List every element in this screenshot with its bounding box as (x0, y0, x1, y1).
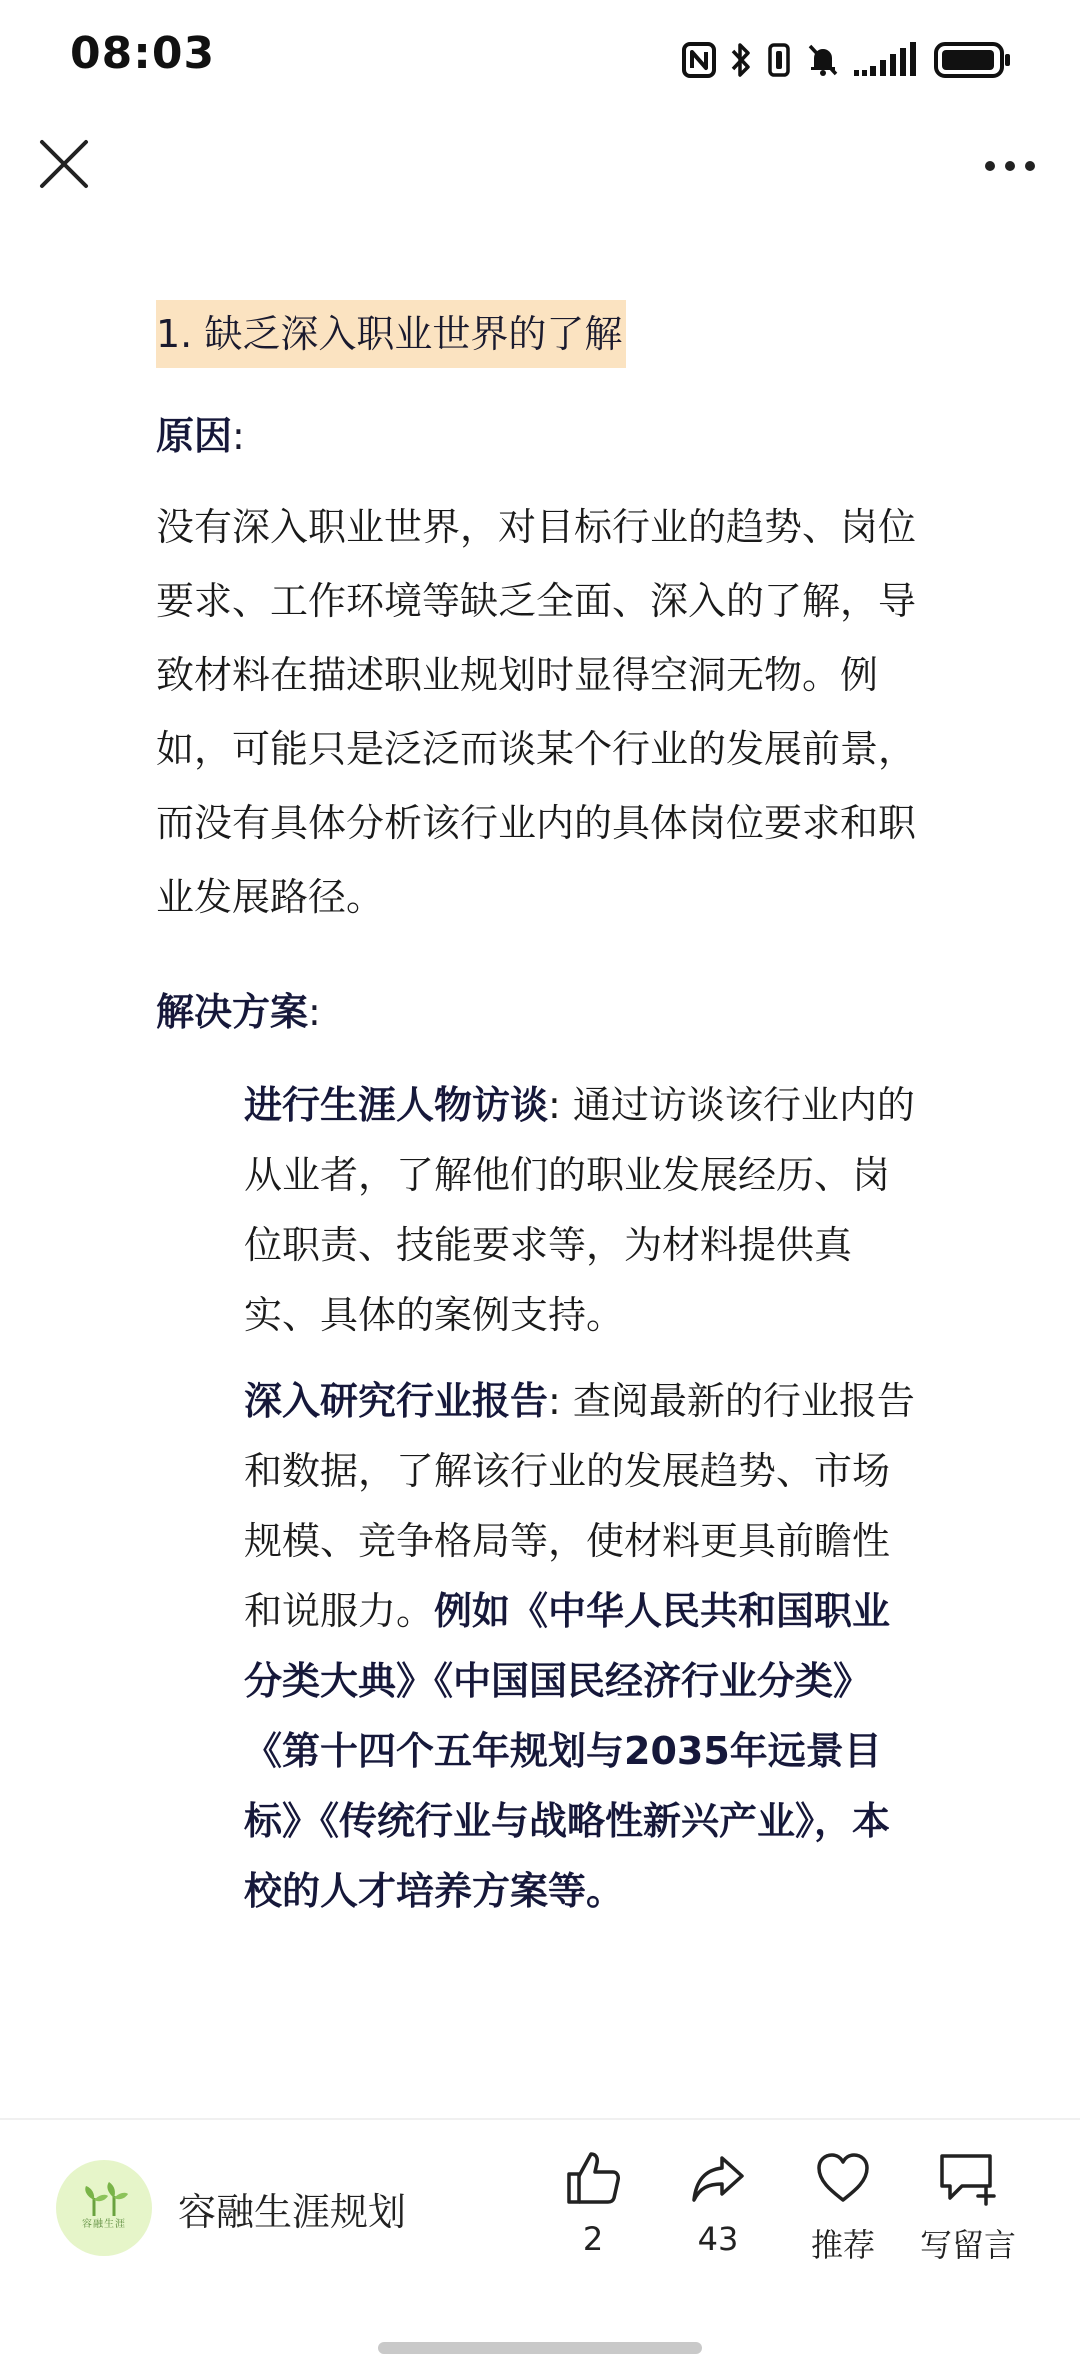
avatar-text: 容融生涯 (82, 2219, 126, 2230)
close-icon (36, 136, 92, 192)
share-button[interactable] (653, 2148, 783, 2258)
reason-colon: : (232, 414, 245, 458)
solution-label: 解决方案 (156, 990, 309, 1034)
reason-paragraph: 没有深入职业世界，对目标行业的趋势、岗位要求、工作环境等缺乏全面、深入的了解，导致材料在描述职业规划时显得空洞无物。例如，可能只是泛泛而谈某个行业的发展前景，而没有具体分析该行业内的具体岗位要求和职业发展路径。 (156, 505, 917, 919)
home-indicator[interactable] (378, 2342, 702, 2354)
bottom-divider (0, 2118, 1080, 2120)
share-count: 43 (697, 2220, 739, 2258)
solution-examples: 例如《中华人民共和国职业分类大典》《中国国民经济行业分类》《第十四个五年规划与2035年远景目标》《传统行业与战略性新兴产业》，本校的人才培养方案等。 (244, 1589, 891, 1913)
solution-text: 查阅最新的行业报告和数据，了解该行业的发展趋势、市场规模、竞争格局等，使材料更具前瞻性和说服力。 (244, 1379, 915, 1633)
solution-title: 进行生涯人物访谈 (244, 1083, 549, 1127)
article-content (156, 300, 946, 1942)
status-bar (0, 0, 1080, 120)
avatar[interactable] (56, 2160, 152, 2256)
nfc-icon (682, 42, 716, 78)
author-profile[interactable] (56, 2160, 406, 2256)
author-name[interactable]: 容融生涯规划 (178, 2189, 407, 2234)
signal-icon (854, 42, 920, 78)
share-icon (688, 2148, 748, 2208)
solution-item (244, 1070, 924, 1350)
solution-title: 深入研究行业报告 (244, 1379, 549, 1423)
solution-item (244, 1366, 924, 1926)
reason-label-line (156, 408, 946, 464)
solution-colon: : (308, 990, 321, 1034)
comment-icon (936, 2148, 1000, 2208)
like-count: 2 (582, 2220, 604, 2258)
battery-icon (934, 41, 1012, 79)
more-button[interactable] (980, 146, 1040, 186)
like-button[interactable] (528, 2148, 658, 2258)
solution-text: 通过访谈该行业内的从业者，了解他们的职业发展经历、岗位职责、技能要求等，为材料提供真实、具体的案例支持。 (244, 1083, 915, 1337)
bluetooth-icon (730, 41, 752, 79)
solution-list (244, 1070, 924, 1926)
recommend-button[interactable] (778, 2148, 908, 2266)
vibrate-icon (766, 42, 792, 78)
reason-label: 原因 (156, 414, 233, 458)
comment-button[interactable] (903, 2148, 1033, 2266)
solution-label-line (156, 984, 946, 1040)
heart-icon (813, 2148, 873, 2208)
thumbs-up-icon (563, 2148, 623, 2208)
status-time: 08:03 (70, 28, 216, 79)
section-heading: 1. 缺乏深入职业世界的了解 (156, 300, 626, 368)
mute-icon (806, 42, 840, 78)
recommend-label: 推荐 (810, 2226, 875, 2264)
close-button[interactable] (36, 136, 92, 192)
solution-separator: : (548, 1379, 573, 1423)
comment-label: 写留言 (919, 2226, 1016, 2264)
status-icons (682, 40, 1012, 80)
more-icon (980, 146, 1040, 186)
solution-separator: : (548, 1083, 573, 1127)
